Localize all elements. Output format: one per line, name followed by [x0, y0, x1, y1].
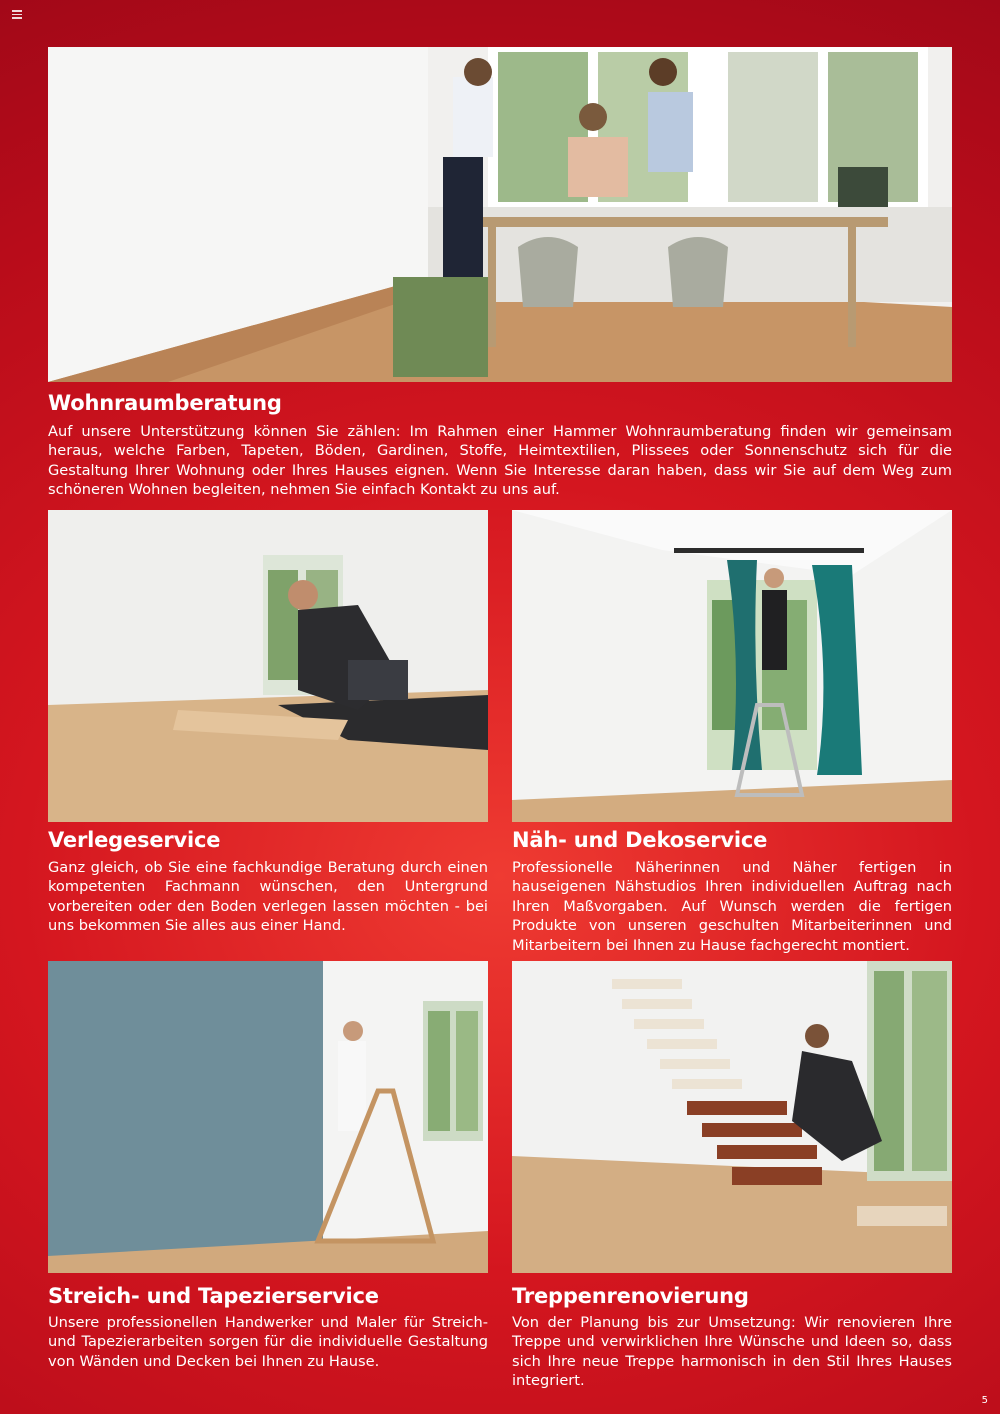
page-number: 5	[981, 1395, 988, 1406]
verlegeservice-title: Verlegeservice	[48, 828, 221, 852]
wohnraumberatung-photo	[48, 47, 952, 382]
streich-tapezierservice-title: Streich- und Tapezierservice	[48, 1284, 379, 1308]
naeh-dekoservice-photo	[512, 510, 952, 822]
naeh-dekoservice-text: Professionelle Näherinnen und Näher fertigen in hauseigenen Nähstudios Ihren individuellen Auftrag nach Ihren Maßvorgaben. Auf Wunsch werden die fertigen Produkte von unseren geschulten Mitarbeiterinnen und Mitarbeitern bei Ihnen zu Hause fachgerecht montiert.	[512, 859, 952, 954]
verlegeservice-photo	[48, 510, 488, 822]
streich-tapezierservice-text: Unsere professionellen Handwerker und Maler für Streich- und Tapezierarbeiten sorgen für die individuelle Gestaltung von Wänden und Decken bei Ihnen zu Hause.	[48, 1314, 488, 1370]
naeh-dekoservice-title: Näh- und Dekoservice	[512, 828, 768, 852]
menu-icon[interactable]	[12, 10, 22, 21]
wohnraumberatung-text: Auf unsere Unterstützung können Sie zählen: Im Rahmen einer Hammer Wohnraumberatung finden wir gemeinsam heraus, welche Farben, Tapeten, Böden, Gardinen, Stoffe, Heimtextilien, Plissees oder Sonnenschutz sich für die Gestaltung Ihrer Wohnung oder Ihres Hauses eignen. Wenn Sie Interesse daran haben, dass wir Sie auf dem Weg zum schöneren Wohnen begleiten, nehmen Sie einfach Kontakt zu uns auf.	[48, 423, 952, 499]
streich-tapezierservice-photo	[48, 961, 488, 1273]
treppenrenovierung-text: Von der Planung bis zur Umsetzung: Wir renovieren Ihre Treppe und verwirklichen Ihre Wünsche und Ideen so, dass sich Ihre neue Treppe harmonisch in den Stil Ihres Hauses integriert.	[512, 1314, 952, 1390]
treppenrenovierung-photo	[512, 961, 952, 1273]
treppenrenovierung-title: Treppenrenovierung	[512, 1284, 749, 1308]
wohnraumberatung-title: Wohnraumberatung	[48, 391, 282, 415]
verlegeservice-text: Ganz gleich, ob Sie eine fachkundige Beratung durch einen kompetenten Fachmann wünschen, den Untergrund vorbereiten oder den Boden verlegen lassen möchten - bei uns bekommen Sie alles aus einer Hand.	[48, 859, 488, 935]
